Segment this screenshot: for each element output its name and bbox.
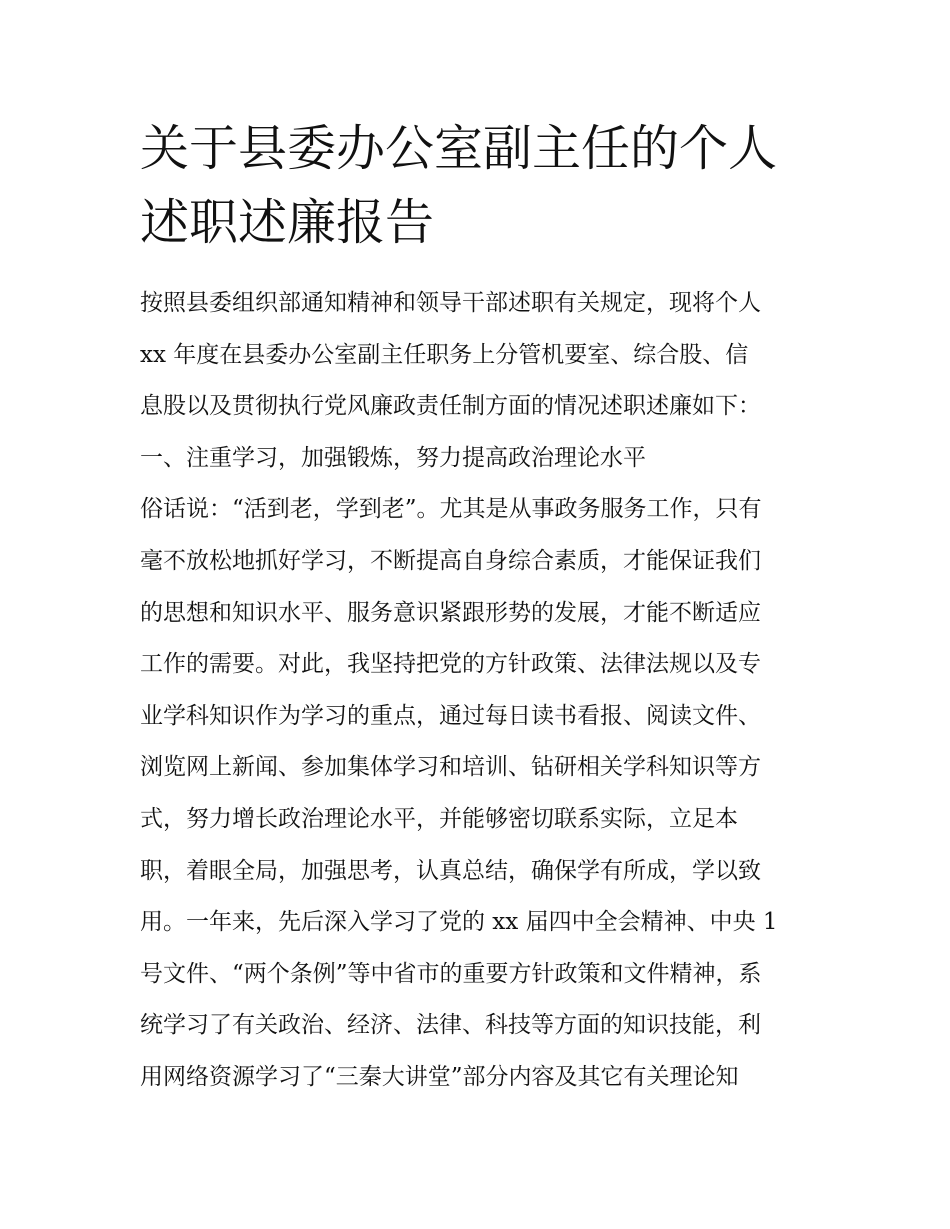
body-line-1: 按照县委组织部通知精神和领导干部述职有关规定，现将个人 [140,290,761,316]
body-line-11: 式，努力增长政治理论水平，并能够密切联系实际，立足本 [140,805,738,832]
body-line-6: 毫不放松地抓好学习，不断提高自身综合素质，才能保证我们 [140,547,761,574]
body-line-2: xx 年度在县委办公室副主任职务上分管机要室、综合股、信 [140,341,749,368]
body-line-16: 用网络资源学习了“三秦大讲堂”部分内容及其它有关理论知 [140,1063,739,1090]
body-line-9: 业学科知识作为学习的重点，通过每日读书看报、阅读文件、 [140,702,761,729]
document-body [140,278,830,1104]
title-line-1: 关于县委办公室副主任的个人 [140,120,778,177]
body-line-8: 工作的需要。对此，我坚持把党的方针政策、法律法规以及专 [140,651,761,678]
section-heading-1: 一、注重学习，加强锻炼，努力提高政治理论水平 [140,444,646,471]
body-line-12: 职，着眼全局，加强思考，认真总结，确保学有所成，学以致 [140,857,761,884]
body-line-10: 浏览网上新闻、参加集体学习和培训、钻研相关学科知识等方 [140,754,761,781]
title-line-2: 述职述廉报告 [140,194,435,251]
body-line-15: 统学习了有关政治、经济、法律、科技等方面的知识技能，利 [140,1012,761,1039]
body-line-14: 号文件、“两个条例”等中省市的重要方针政策和文件精神，系 [140,960,762,987]
document-title [140,112,820,260]
body-line-13: 用。一年来，先后深入学习了党的 xx 届四中全会精神、中央 1 [140,909,778,936]
body-line-5: 俗话说：“活到老，学到老”。尤其是从事政务服务工作，只有 [140,496,762,523]
body-line-7: 的思想和知识水平、服务意识紧跟形势的发展，才能不断适应 [140,599,761,626]
body-line-3: 息股以及贯彻执行党风廉政责任制方面的情况述职述廉如下： [140,393,761,420]
